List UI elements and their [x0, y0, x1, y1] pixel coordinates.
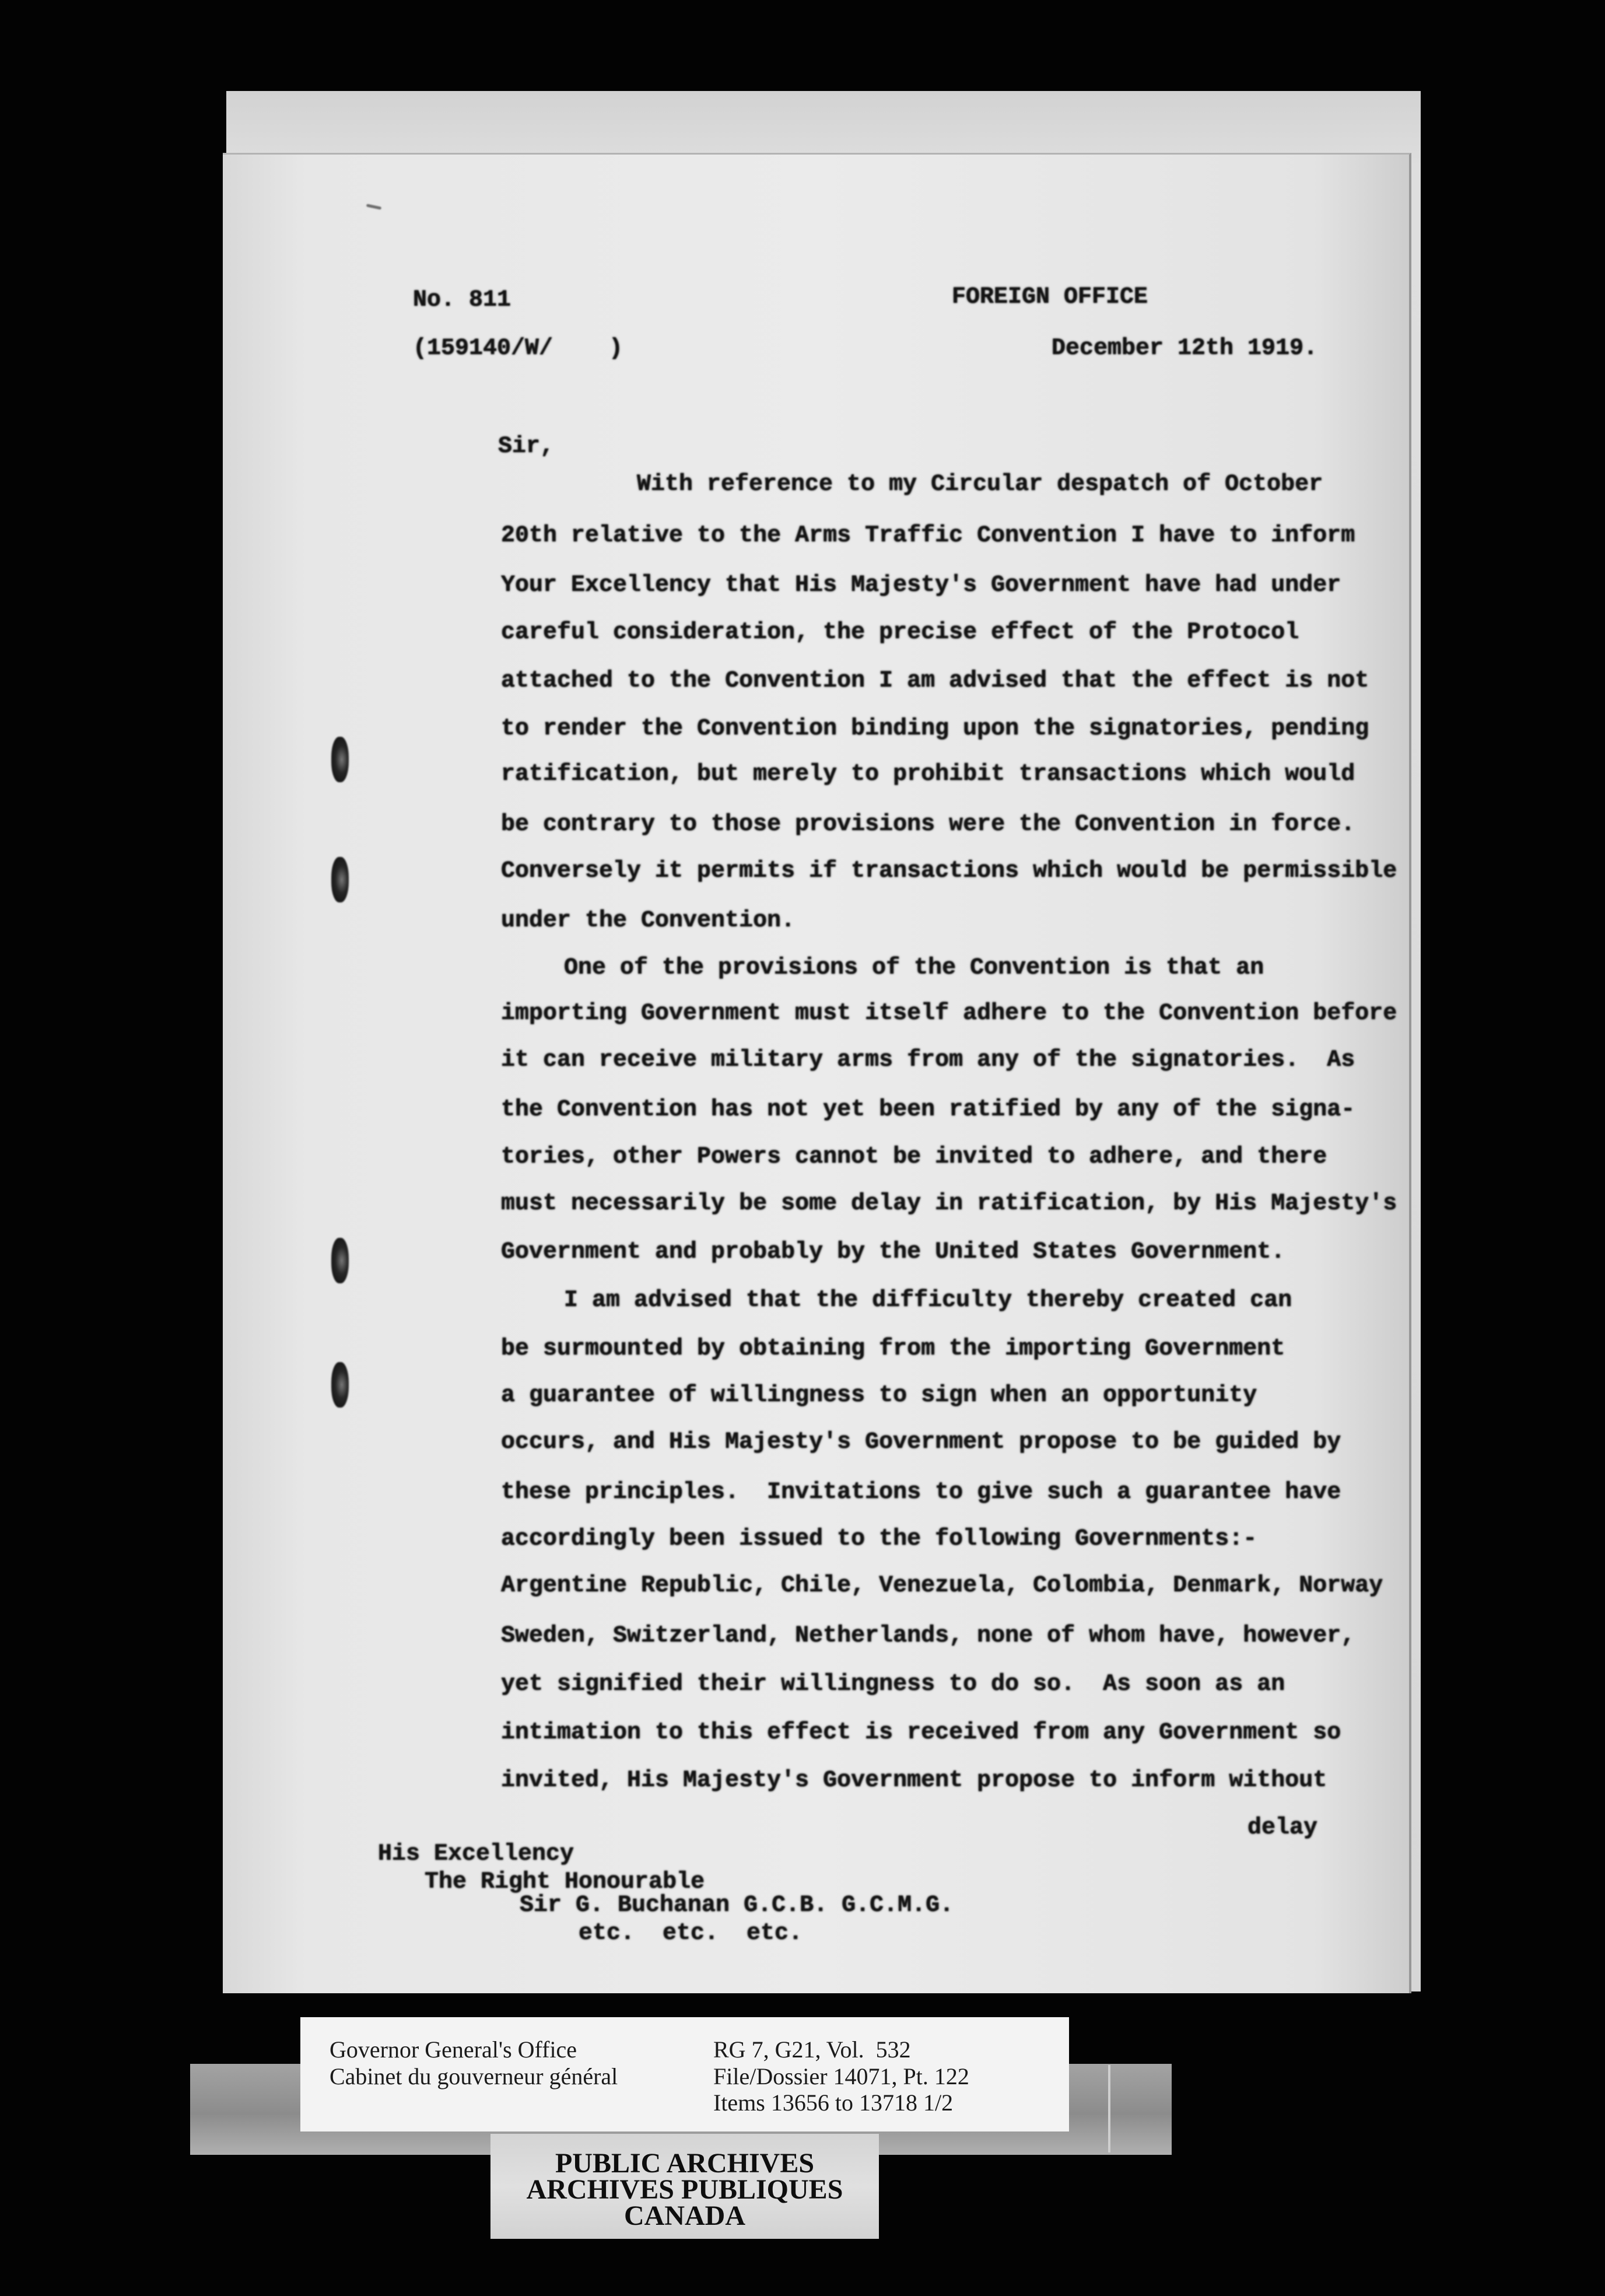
body-line: attached to the Convention I am advised that the effect is not [501, 668, 1369, 694]
body-line: careful consideration, the precise effect of the Protocol [501, 620, 1299, 646]
label-strip-edge [1108, 2065, 1110, 2152]
body-line: I am advised that the difficulty thereby created can [564, 1287, 1292, 1314]
punch-mark [331, 1238, 349, 1283]
punch-mark [331, 857, 349, 902]
body-line: the Convention has not yet been ratified by any of the signa- [501, 1097, 1355, 1123]
body-line: Sweden, Switzerland, Netherlands, none of whom have, however, [501, 1623, 1355, 1649]
continuation-word: delay [1247, 1815, 1318, 1841]
body-line: tories, other Powers cannot be invited to adhere, and there [501, 1144, 1327, 1170]
body-line: to render the Convention binding upon the signatories, pending [501, 716, 1369, 742]
stamp-line: PUBLIC ARCHIVES [555, 2148, 815, 2179]
body-line: intimation to this effect is received from any Government so [501, 1720, 1341, 1746]
addressee-line: Sir G. Buchanan G.C.B. G.C.M.G. [520, 1892, 954, 1919]
addressee-line: etc. etc. etc. [579, 1920, 803, 1947]
document-date: December 12th 1919. [1052, 335, 1318, 362]
body-line: Government and probably by the United States Government. [501, 1239, 1285, 1265]
body-line: accordingly been issued to the following Governments:- [501, 1526, 1257, 1552]
body-line: be surmounted by obtaining from the importing Government [501, 1336, 1285, 1362]
body-line: occurs, and His Majesty's Government propose to be guided by [501, 1429, 1341, 1455]
body-line: Conversely it permits if transactions which would be permissible [501, 858, 1397, 884]
body-line: invited, His Majesty's Government propose to inform without [501, 1768, 1327, 1794]
archive-stamp [490, 2134, 879, 2239]
label-office-fr: Cabinet du gouverneur général [330, 2063, 618, 2090]
label-file: File/Dossier 14071, Pt. 122 [713, 2063, 969, 2090]
label-office-en: Governor General's Office [330, 2036, 577, 2063]
body-line: Argentine Republic, Chile, Venezuela, Colombia, Denmark, Norway [501, 1573, 1383, 1599]
addressee-line: His Excellency [378, 1841, 574, 1867]
body-line: it can receive military arms from any of the signatories. As [501, 1047, 1355, 1073]
body-line: these principles. Invitations to give such a guarantee have [501, 1479, 1341, 1506]
document-number: No. 811 [413, 287, 511, 313]
body-line: be contrary to those provisions were the Convention in force. [501, 811, 1355, 838]
punch-mark [331, 737, 349, 782]
salutation: Sir, [498, 433, 555, 460]
body-line: importing Government must itself adhere to the Convention before [501, 1000, 1397, 1027]
reference-number: (159140/W/ ) [413, 335, 623, 362]
body-line: under the Convention. [501, 908, 796, 934]
body-line: must necessarily be some delay in ratification, by His Majesty's [501, 1191, 1397, 1217]
label-items: Items 13656 to 13718 1/2 [713, 2090, 954, 2116]
body-line: ratification, but merely to prohibit transactions which would [501, 761, 1355, 788]
stamp-line: ARCHIVES PUBLIQUES [526, 2174, 843, 2205]
stamp-line: CANADA [624, 2200, 745, 2231]
body-line: a guarantee of willingness to sign when an opportunity [501, 1382, 1257, 1409]
addressee-line: The Right Honourable [425, 1869, 705, 1895]
office-name: FOREIGN OFFICE [952, 284, 1148, 310]
punch-mark [331, 1362, 349, 1408]
body-line: With reference to my Circular despatch of October [637, 471, 1323, 498]
label-record-group: RG 7, G21, Vol. 532 [713, 2036, 911, 2063]
body-line: Your Excellency that His Majesty's Government have had under [501, 572, 1341, 598]
archive-label [300, 2017, 1069, 2132]
body-line: One of the provisions of the Convention is that an [564, 955, 1264, 981]
body-line: 20th relative to the Arms Traffic Convention I have to inform [501, 523, 1355, 549]
body-line: yet signified their willingness to do so. As soon as an [501, 1671, 1285, 1698]
